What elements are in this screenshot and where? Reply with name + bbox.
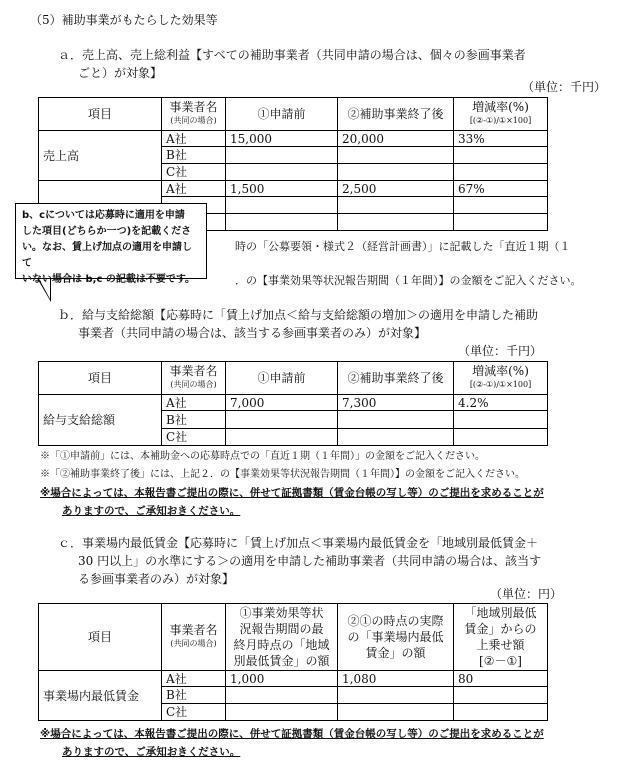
section-a-heading-1: ａ．売上高、売上総利益【すべての補助事業者（共同申請の場合は、個々の参画事業者 xyxy=(58,48,526,62)
increase-cell[interactable]: 80 xyxy=(454,671,548,687)
row-label-payroll: 給与支給総額 xyxy=(39,395,162,446)
section-a-note-1: 時の「公募要領・様式２（経営計画書）」に記載した「直近１期（１ xyxy=(235,240,571,253)
rate-cell[interactable] xyxy=(454,411,548,429)
after-cell[interactable] xyxy=(338,164,454,181)
company-cell: A社 xyxy=(162,131,226,147)
section-a-unit: （単位：千円） xyxy=(522,80,607,94)
col-header-after: ②補助事業終了後 xyxy=(338,98,454,131)
company-cell: B社 xyxy=(162,687,226,704)
section-c-heading-2: 30 円以上」の水準にする＞の適用を申請した補助事業者（共同申請の場合は、該当す xyxy=(78,554,542,568)
company-cell: A社 xyxy=(162,671,226,687)
callout-box xyxy=(15,203,207,285)
company-cell: C社 xyxy=(162,429,226,446)
after-cell[interactable]: 2,500 xyxy=(338,181,454,197)
after-cell[interactable] xyxy=(338,147,454,164)
col-header-regional-min-wage: ①事業効果等状 況報告期間の最 終月時点の「地域 別最低賃金」の額 xyxy=(226,604,338,671)
section-c-heading-1: ｃ．事業場内最低賃金【応募時に「賃上げ加点＜事業場内最低賃金を「地域別最低賃金＋ xyxy=(58,536,539,550)
col-header-after: ②補助事業終了後 xyxy=(338,362,454,395)
table-c-header-row xyxy=(39,604,548,671)
section-c-warning-2: ありますので、ご承知おきください。 xyxy=(62,746,241,758)
before-cell[interactable]: 7,000 xyxy=(226,395,338,411)
before-cell[interactable]: 1,500 xyxy=(226,181,338,197)
col-header-actual-min-wage: ②①の時点の実際 の「事業場内最低 賃金」の額 xyxy=(338,604,454,671)
rate-cell[interactable] xyxy=(454,147,548,164)
regional-min-wage-cell[interactable] xyxy=(226,704,338,721)
col-header-rate: 増減率(%) [(②-①)/①×100] xyxy=(454,362,548,395)
col-header-item: 項目 xyxy=(39,362,162,395)
section-title: （5）補助事業がもたらした効果等 xyxy=(30,13,218,27)
section-b-heading-1: ｂ．給与支給総額【応募時に「賃上げ加点＜給与支給総額の増加＞の適用を申請した補助 xyxy=(58,308,539,322)
table-row xyxy=(39,671,548,687)
before-cell[interactable]: 15,000 xyxy=(226,131,338,147)
company-cell: C社 xyxy=(162,164,226,181)
col-header-rate: 増減率(%) [(②-①)/①×100] xyxy=(454,98,548,131)
table-row xyxy=(39,181,548,197)
section-c-warning-1: ※場合によっては、本報告書ご提出の際に、併せて証拠書類（賃金台帳の写し等）のご提出を求めることが xyxy=(40,728,544,740)
rate-cell[interactable] xyxy=(454,429,548,446)
before-cell[interactable] xyxy=(226,197,338,214)
table-row xyxy=(39,131,548,147)
company-cell: C社 xyxy=(162,704,226,721)
section-c-unit: （単位：円） xyxy=(490,587,563,601)
table-b-header-row xyxy=(39,362,548,395)
company-cell: B社 xyxy=(162,411,226,429)
rate-cell[interactable]: 4.2% xyxy=(454,395,548,411)
before-cell[interactable] xyxy=(226,164,338,181)
before-cell[interactable] xyxy=(226,429,338,446)
after-cell[interactable] xyxy=(338,197,454,214)
after-cell[interactable] xyxy=(338,429,454,446)
col-header-company: 事業者名 (共同の場合) xyxy=(162,98,226,131)
table-a-header-row xyxy=(39,98,548,131)
rate-cell[interactable] xyxy=(454,197,548,214)
increase-cell[interactable] xyxy=(454,687,548,704)
section-b-note-1: ※「①申請前」には、本補助金への応募時点での「直近１期（１年間）」の金額をご記入ください。 xyxy=(40,451,485,462)
before-cell[interactable] xyxy=(226,147,338,164)
actual-min-wage-cell[interactable] xyxy=(338,704,454,721)
col-header-increase: 「地域別最低 賃金」からの 上乗せ額 [②－①] xyxy=(454,604,548,671)
row-label-sales: 売上高 xyxy=(39,131,162,181)
section-c-heading-3: る参画事業者のみ）が対象】 xyxy=(78,572,235,586)
after-cell[interactable]: 7,300 xyxy=(338,395,454,411)
company-cell: A社 xyxy=(162,395,226,411)
callout-line: b、cについては応募時に適用を申請 xyxy=(22,210,185,221)
col-header-item: 項目 xyxy=(39,604,162,671)
table-c xyxy=(38,603,548,721)
callout-line: した項目(どちらか一つ)を記載くださ xyxy=(22,226,192,237)
col-header-before: ①申請前 xyxy=(226,98,338,131)
rate-cell[interactable] xyxy=(454,214,548,231)
regional-min-wage-cell[interactable]: 1,000 xyxy=(226,671,338,687)
section-b-unit: （単位：千円） xyxy=(458,344,543,358)
section-b-warning-1: ※場合によっては、本報告書ご提出の際に、併せて証拠書類（賃金台帳の写し等）のご提出を求めることが xyxy=(40,487,544,499)
col-header-before: ①申請前 xyxy=(226,362,338,395)
section-b-note-2: ※「②補助事業終了後」には、上記２．の【事業効果等状況報告期間（１年間）】の金額をご記入ください。 xyxy=(40,469,525,480)
callout-line: いない場合は b,c の記載は不要です。 xyxy=(22,274,196,285)
col-header-company: 事業者名 (共同の場合) xyxy=(162,362,226,395)
before-cell[interactable] xyxy=(226,411,338,429)
table-b xyxy=(38,361,548,446)
after-cell[interactable] xyxy=(338,411,454,429)
callout-line: い。なお、賃上げ加点の適用を申請して xyxy=(22,242,192,269)
actual-min-wage-cell[interactable] xyxy=(338,687,454,704)
row-label-min-wage: 事業場内最低賃金 xyxy=(39,671,162,721)
increase-cell[interactable] xyxy=(454,704,548,721)
after-cell[interactable]: 20,000 xyxy=(338,131,454,147)
col-header-item: 項目 xyxy=(39,98,162,131)
regional-min-wage-cell[interactable] xyxy=(226,687,338,704)
section-a-heading-2: ごと）が対象】 xyxy=(78,66,163,80)
section-a-note-2: ．の【事業効果等状況報告期間（１年間）】の金額をご記入ください。 xyxy=(235,274,582,287)
company-cell: B社 xyxy=(162,147,226,164)
section-b-warning-2: ありますので、ご承知おきください。 xyxy=(62,505,241,517)
table-row xyxy=(39,395,548,411)
col-header-company: 事業者名 (共同の場合) xyxy=(162,604,226,671)
actual-min-wage-cell[interactable]: 1,080 xyxy=(338,671,454,687)
rate-cell[interactable] xyxy=(454,164,548,181)
after-cell[interactable] xyxy=(338,214,454,231)
before-cell[interactable] xyxy=(226,214,338,231)
company-cell: A社 xyxy=(162,181,226,197)
section-b-heading-2: 事業者（共同申請の場合は、該当する参画事業者のみ）が対象】 xyxy=(78,326,427,340)
rate-cell[interactable]: 67% xyxy=(454,181,548,197)
rate-cell[interactable]: 33% xyxy=(454,131,548,147)
